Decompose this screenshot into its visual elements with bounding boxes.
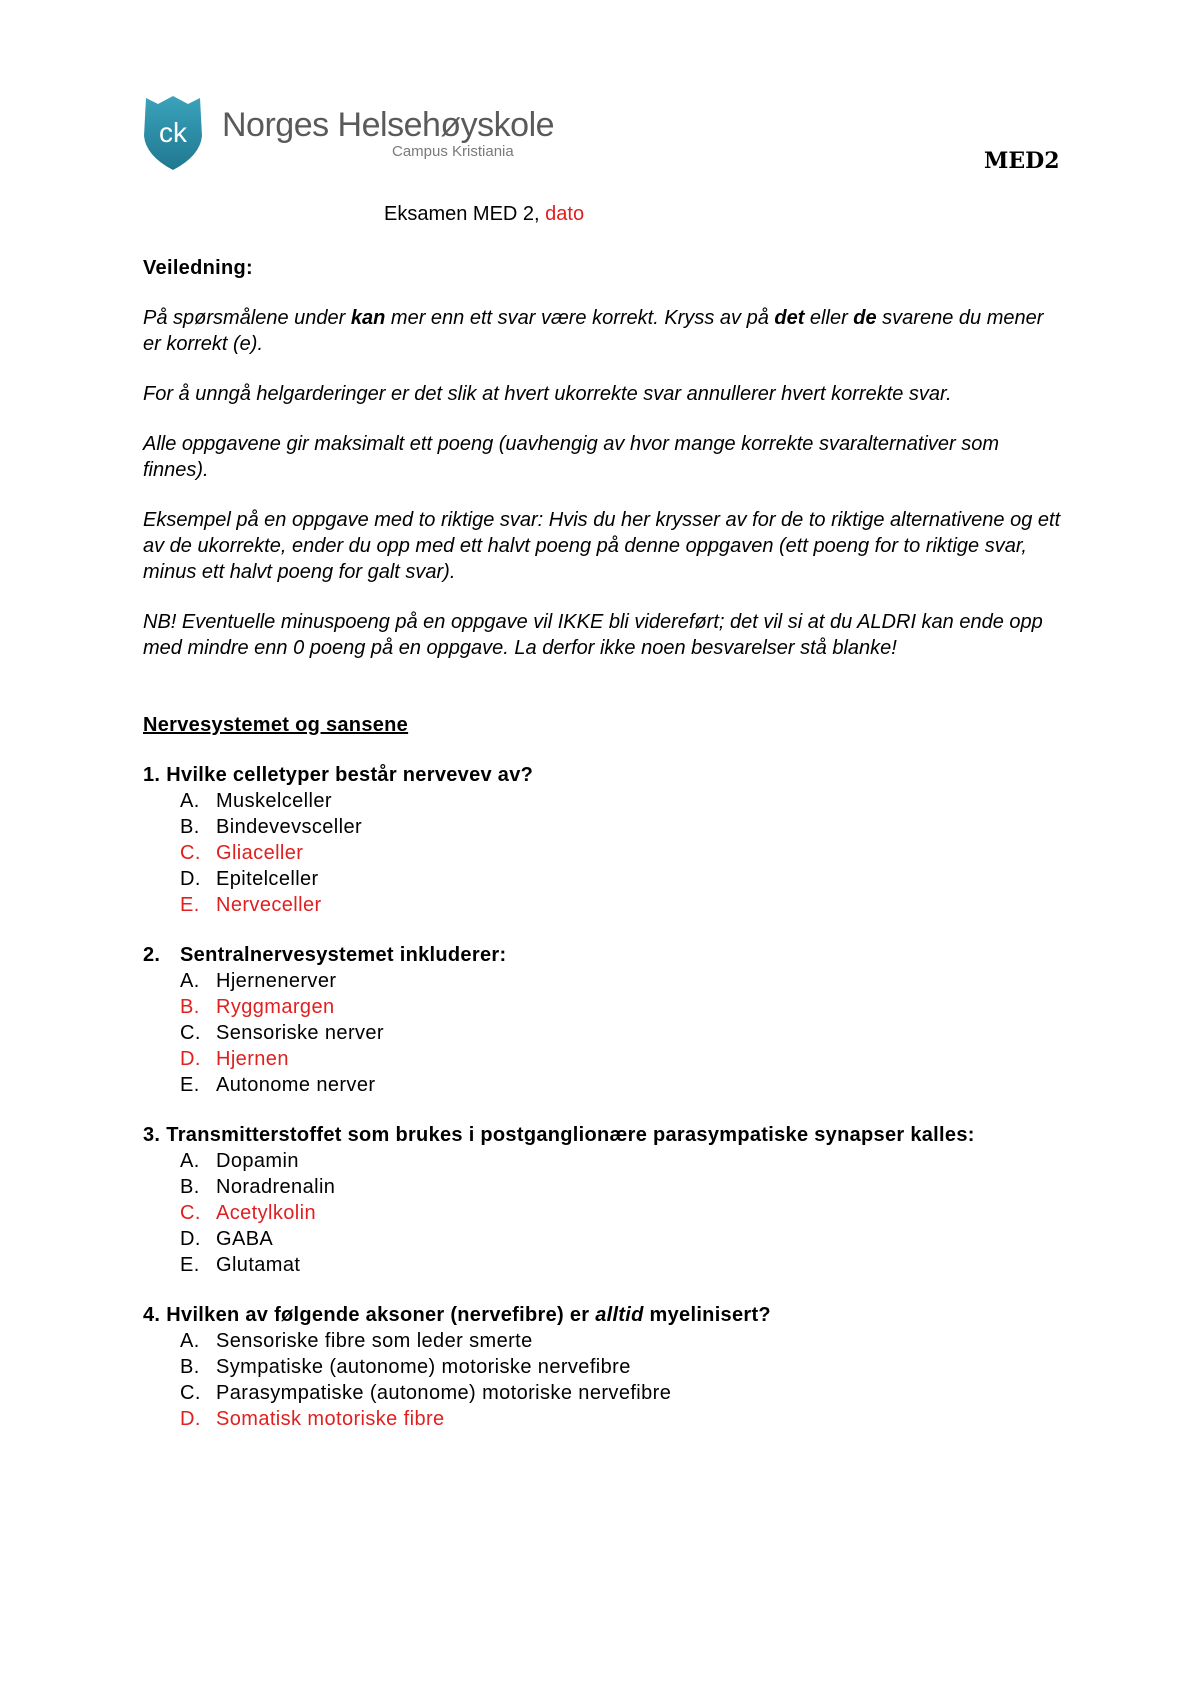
option-3e: E. Glutamat (180, 1254, 301, 1276)
question-3-options (143, 1148, 1063, 1278)
option-4a: A. Sensoriske fibre som leder smerte (180, 1330, 533, 1352)
option-3c-correct: C. Acetylkolin (180, 1202, 316, 1224)
option-1e-correct: E. Nerveceller (180, 894, 322, 916)
campus-name: Campus Kristiania (392, 143, 514, 160)
option-3a: A. Dopamin (180, 1150, 299, 1172)
option-2c: C. Sensoriske nerver (180, 1022, 384, 1044)
question-4-options (143, 1328, 1063, 1432)
question-1: 1. Hvilke celletyper består nervevev av? (143, 764, 534, 786)
section-title: Nervesystemet og sansene (143, 714, 409, 736)
school-logo (142, 94, 554, 172)
guidance-paragraph-4: Eksempel på en oppgave med to riktige svar: Hvis du her krysser av for de to riktige alternativene og ett av de ukorrekte, ender du opp med ett halvt poeng på denne oppgaven (ett poeng for to riktige svar, minus ett halvt poeng for galt svar). (143, 509, 1061, 583)
option-1b: B. Bindevevsceller (180, 816, 363, 838)
course-code: MED2 (984, 148, 1060, 174)
option-4c: C. Parasympatiske (autonome) motoriske nervefibre (180, 1382, 672, 1404)
option-1c-correct: C. Gliaceller (180, 842, 304, 864)
guidance-paragraph-5: NB! Eventuelle minuspoeng på en oppgave vil IKKE bli videreført; det vil si at du ALDRI kan ende opp med mindre enn 0 poeng på en oppgave. La derfor ikke noen besvarelser stå blanke! (143, 611, 1043, 659)
guidance-paragraph-1: På spørsmålene under kan mer enn ett svar være korrekt. Kryss av på det eller de svarene du mener er korrekt (e). (143, 307, 1044, 355)
option-4b: B. Sympatiske (autonome) motoriske nervefibre (180, 1356, 631, 1378)
option-3d: D. GABA (180, 1228, 274, 1250)
question-4: 4. Hvilken av følgende aksoner (nervefibre) er alltid myelinisert? (143, 1304, 771, 1326)
shield-logo-icon (142, 94, 204, 172)
option-4d-correct: D. Somatisk motoriske fibre (180, 1408, 445, 1430)
option-1d: D. Epitelceller (180, 868, 319, 890)
guidance-paragraph-3: Alle oppgavene gir maksimalt ett poeng (uavhengig av hvor mange korrekte svaralternativer som finnes). (143, 433, 999, 481)
guidance-paragraph-2: For å unngå helgarderinger er det slik at hvert ukorrekte svar annullerer hvert korrekte svar. (143, 383, 952, 405)
question-2: 2. Sentralnervesystemet inkluderer: (143, 944, 507, 966)
option-2b-correct: B. Ryggmargen (180, 996, 335, 1018)
option-2d-correct: D. Hjernen (180, 1048, 289, 1070)
option-2a: A. Hjernenerver (180, 970, 337, 992)
question-1-options (143, 788, 1063, 918)
logo-initials: ck (159, 117, 187, 148)
option-1a: A. Muskelceller (180, 790, 332, 812)
question-2-options (143, 968, 1063, 1098)
exam-title (384, 203, 584, 226)
exam-date-placeholder: dato (545, 203, 585, 225)
guidance-heading: Veiledning: (143, 257, 253, 279)
exam-title-prefix: Eksamen MED 2, (384, 203, 540, 225)
option-2e: E. Autonome nerver (180, 1074, 376, 1096)
option-3b: B. Noradrenalin (180, 1176, 336, 1198)
school-name: Norges Helsehøyskole (222, 106, 555, 144)
document-body (143, 255, 1063, 1432)
question-3: 3. Transmitterstoffet som brukes i postganglionære parasympatiske synapser kalles: (143, 1124, 975, 1146)
